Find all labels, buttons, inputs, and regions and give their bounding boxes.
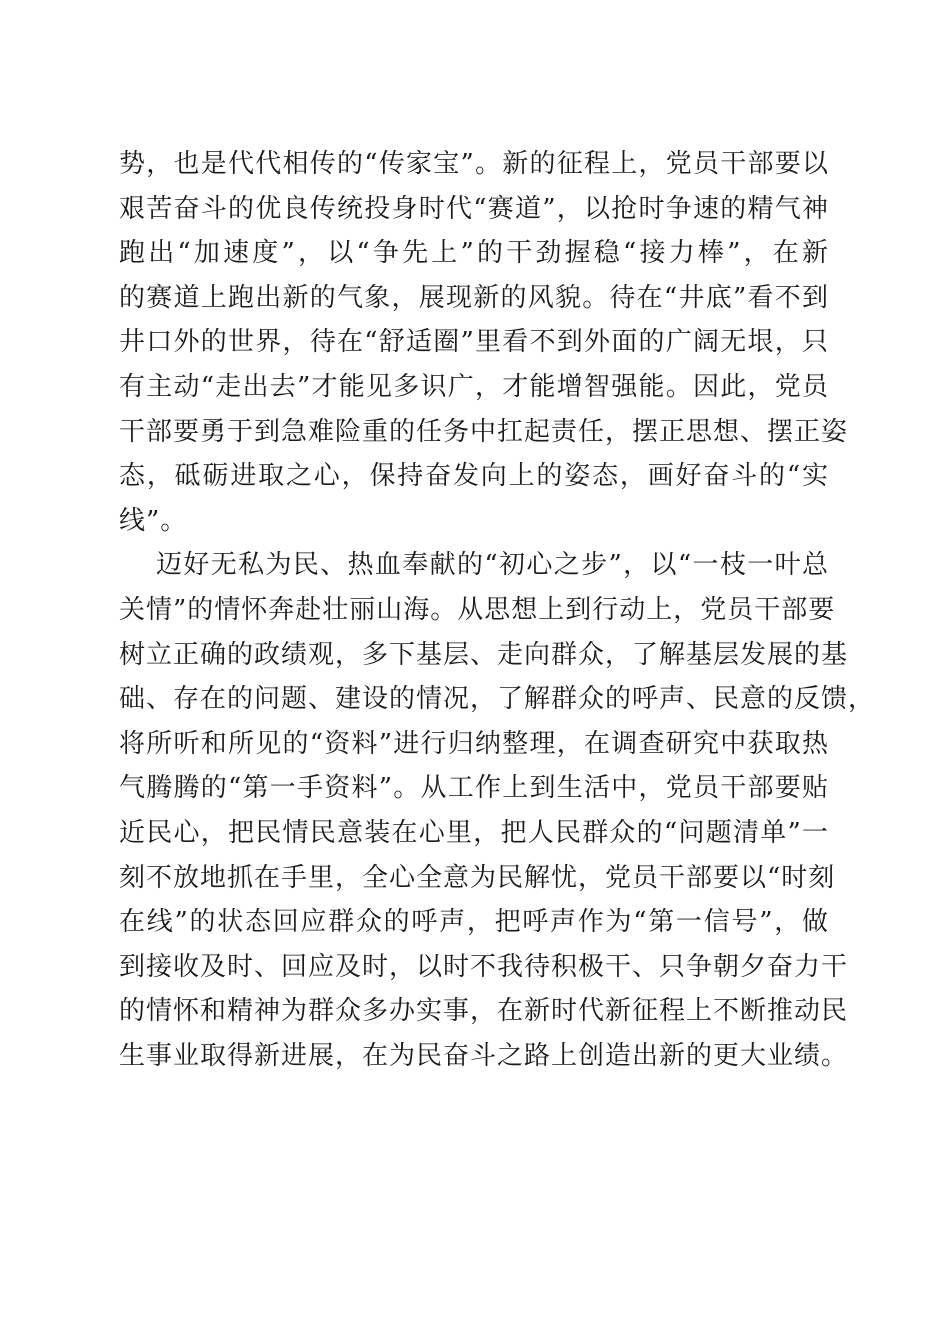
text-line: 井口外的世界，待在“舒适圈”里看不到外面的广阔无垠，只 bbox=[119, 327, 829, 358]
text-line: 生事业取得新进展，在为民奋斗之路上创造出新的更大业绩。 bbox=[119, 1040, 849, 1071]
text-line: 近民心，把民情民意装在心里，把人民群众的“问题清单”一 bbox=[119, 817, 829, 848]
text-line: 跑出“加速度”，以“争先上”的干劲握稳“接力棒”，在新 bbox=[119, 238, 829, 269]
text-line: 干部要勇于到急难险重的任务中扛起责任，摆正思想、摆正姿 bbox=[119, 416, 849, 447]
text-line: 有主动“走出去”才能见多识广，才能增智强能。因此，党员 bbox=[119, 371, 829, 402]
text-line: 础、存在的问题、建设的情况，了解群众的呼声、民意的反馈， bbox=[119, 684, 876, 715]
text-line: 势，也是代代相传的“传家宝”。新的征程上，党员干部要以 bbox=[119, 149, 829, 179]
paragraph bbox=[119, 543, 876, 1078]
text-line: 迈好无私为民、热血奉献的“初心之步”，以“一枝一叶总 bbox=[156, 550, 829, 581]
text-line: 到接收及时、回应及时，以时不我待积极干、只争朝夕奋力干 bbox=[119, 951, 849, 982]
text-line: 刻不放地抓在手里，全心全意为民解忧，党员干部要以“时刻 bbox=[119, 862, 836, 893]
text-line: 在线”的状态回应群众的呼声，把呼声作为“第一信号”，做 bbox=[119, 907, 829, 938]
text-line: 将所听和所见的“资料”进行归纳整理，在调查研究中获取热 bbox=[119, 728, 829, 759]
text-line: 的情怀和精神为群众多办实事，在新时代新征程上不断推动民 bbox=[119, 996, 849, 1027]
text-line: 态，砥砺进取之心，保持奋发向上的姿态，画好奋斗的“实 bbox=[119, 461, 829, 492]
text-line: 树立正确的政绩观，多下基层、走向群众，了解基层发展的基 bbox=[119, 639, 849, 670]
text-line: 气腾腾的“第一手资料”。从工作上到生活中，党员干部要贴 bbox=[119, 773, 829, 804]
document-body bbox=[119, 142, 876, 1078]
text-line: 的赛道上跑出新的气象，展现新的风貌。待在“井底”看不到 bbox=[119, 282, 829, 313]
text-line: 艰苦奋斗的优良传统投身时代“赛道”，以抢时争速的精气神 bbox=[119, 193, 829, 224]
paragraph bbox=[119, 142, 849, 543]
text-line: 关情”的情怀奔赴壮丽山海。从思想上到行动上，党员干部要 bbox=[119, 594, 836, 625]
text-line: 线”。 bbox=[119, 505, 188, 536]
